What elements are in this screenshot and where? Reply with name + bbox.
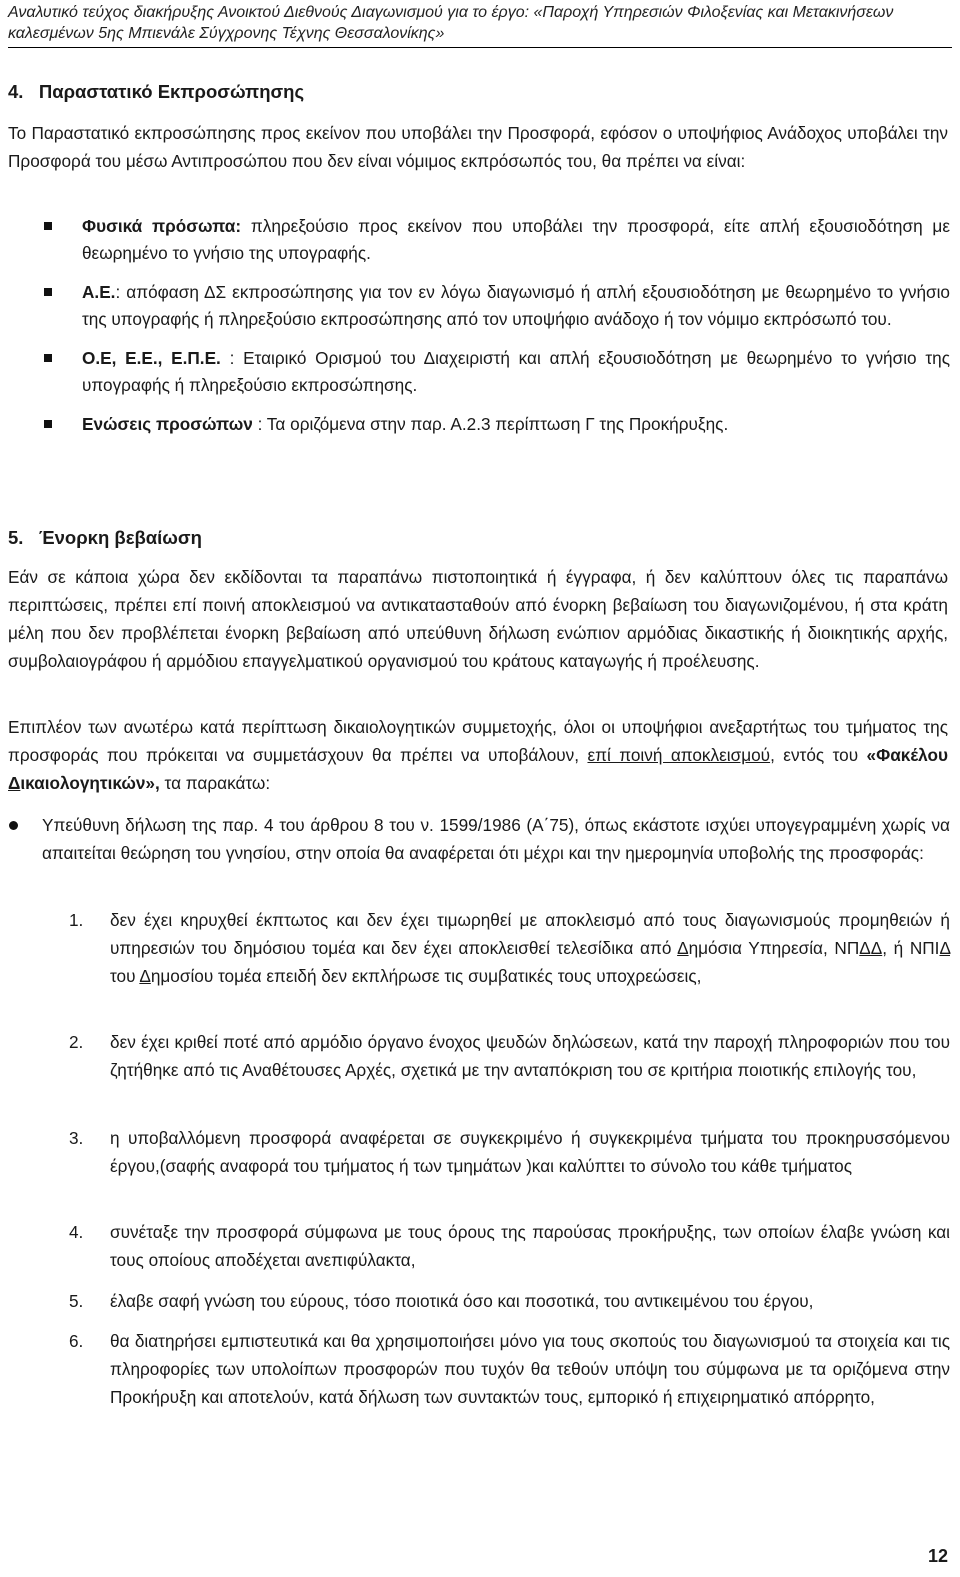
bold-text: ικαιολογητικών», xyxy=(20,773,160,793)
item-text: συνέταξε την προσφορά σύμφωνα με τους όρους της παρούσας προκήρυξης, των οποίων έλαβε γνώση και τους οποίους αποδέχεται ανεπιφύλακτα, xyxy=(110,1222,950,1270)
numbered-item xyxy=(0,906,960,990)
square-bullet-icon xyxy=(44,420,52,428)
item-text xyxy=(110,906,950,990)
underlined-text: ΔΔ xyxy=(859,938,883,958)
list-item-text: : Εταιρικό Ορισμού του Διαχειριστή και απλή εξουσιοδότηση με θεωρημένο το γνήσιο της υπογραφής ή πληρεξούσιο εκπροσώπησης. xyxy=(82,348,950,395)
document-header xyxy=(8,2,952,48)
numbered-item xyxy=(0,1028,960,1084)
section-4-bullet-list xyxy=(0,213,960,438)
bold-underlined-text: Δ xyxy=(8,773,21,793)
text-run: του xyxy=(110,966,140,986)
numbered-item xyxy=(0,1218,960,1274)
section-4-title xyxy=(8,80,304,104)
declaration-bullet xyxy=(0,811,960,867)
item-text: έλαβε σαφή γνώση του εύρους, τόσο ποιοτικά όσο και ποσοτικά, του αντικειμένου του έργου, xyxy=(110,1291,814,1311)
page-number: 12 xyxy=(927,1546,948,1566)
section-5-number: 5. xyxy=(8,527,24,548)
text-run: δεν έχει κηρυχθεί έκπτωτος και δεν έχει τιμωρηθεί με αποκλεισμό από τους διαγωνισμούς προμηθειών ή υπηρεσιών του δημόσιου τομέα και δεν έχει αποκλεισθεί τελεσίδικα από xyxy=(110,910,950,958)
list-item-text: πληρεξούσιο προς εκείνον που υποβάλει την προσφορά, είτε απλή εξουσιοδότηση με θεωρημένο το γνήσιο της υπογραφής. xyxy=(82,216,950,263)
paragraph-text: Επιπλέον των ανωτέρω κατά περίπτωση δικαιολογητικών συμμετοχής, όλοι οι υποψήφιοι ανεξαρτήτως του τμήματος της προσφοράς που πρόκειται να συμμετάσχουν θα πρέπει να υποβάλουν, xyxy=(8,717,948,765)
section-4-heading: Παραστατικό Εκπροσώπησης xyxy=(38,81,305,102)
item-number: 4. xyxy=(69,1222,84,1242)
list-item xyxy=(0,411,950,438)
square-bullet-icon xyxy=(44,354,52,362)
section-5-paragraph-1: Εάν σε κάποια χώρα δεν εκδίδονται τα παραπάνω πιστοποιητικά ή έγγραφα, ή δεν καλύπτουν όλες τις παραπάνω περιπτώσεις, πρέπει επί ποινή αποκλεισμού να αντικατασταθούν από ένορκη βεβαίωση του διαγωνιζομένου, ή στα κράτη μέλη που δεν προβλέπεται ένορκη βεβαίωση από υπεύθυνη δήλωση ενώπιον αρμόδιας δικαστικής ή διοικητικής αρχής, συμβολαιογράφου ή αρμόδιου επαγγελματικού οργανισμού του κράτους καταγωγής ή προέλευσης. xyxy=(8,567,948,671)
list-item-label: Ο.Ε, Ε.Ε., Ε.Π.Ε. xyxy=(82,348,221,368)
underlined-text: Δ xyxy=(139,966,151,986)
list-item-label: Φυσικά πρόσωπα: xyxy=(82,216,242,236)
round-bullet-icon xyxy=(9,821,18,830)
item-number: 3. xyxy=(69,1128,84,1148)
numbered-item xyxy=(0,1124,960,1180)
item-text: δεν έχει κριθεί ποτέ από αρμόδιο όργανο ένοχος ψευδών δηλώσεων, κατά την παροχή πληροφοριών που του ζητήθηκε από τις Αναθέτουσες Αρχές, σχετικά με την ανταπόκριση του σε κριτήρια ποιοτικής επιλογής του, xyxy=(110,1032,950,1080)
list-item xyxy=(0,213,950,267)
bold-text: «Φακέλου xyxy=(866,745,948,765)
section-4-number: 4. xyxy=(8,81,24,102)
text-run: , ή ΝΠΙ xyxy=(882,938,940,958)
section-5-heading: Ένορκη βεβαίωση xyxy=(38,527,202,548)
text-run: ημόσια Υπηρεσία, ΝΠ xyxy=(688,938,860,958)
declaration-text: Υπεύθυνη δήλωση της παρ. 4 του άρθρου 8 του ν. 1599/1986 (Α΄75), όπως εκάστοτε ισχύει υπογεγραμμένη χωρίς να απαιτείται θεώρηση του γνησίου, στην οποία θα αναφέρεται ότι μέχρι και την ημερομηνία υποβολής της προσφοράς: xyxy=(42,815,950,863)
list-item-text: : απόφαση ΔΣ εκπροσώπησης για τον εν λόγω διαγωνισμό ή απλή εξουσιοδότηση με θεωρημένο το γνήσιο της υπογραφής ή πληρεξούσιο εκπροσώπησης από τον υποψήφιο ανάδοχο ή τον νόμιμο εκπρόσωπό του. xyxy=(82,282,950,329)
list-item xyxy=(0,345,950,399)
section-4-intro: Το Παραστατικό εκπροσώπησης προς εκείνον που υποβάλει την Προσφορά, εφόσον ο υποψήφιος Ανάδοχος υποβάλει την Προσφορά του μέσω Αντιπροσώπου που δεν είναι νόμιμος εκπρόσωπός του, θα πρέπει να είναι: xyxy=(8,123,948,171)
list-item xyxy=(0,279,950,333)
numbered-item xyxy=(0,1327,960,1411)
header-line-1: Αναλυτικό τεύχος διακήρυξης Ανοικτού Διεθνούς Διαγωνισμού για το έργο: «Παροχή Υπηρεσιών Φιλοξενίας και Μετακινήσεων xyxy=(8,4,894,21)
text-run: ημοσίου τομέα επειδή δεν εκπλήρωσε τις συμβατικές τους υποχρεώσεις, xyxy=(150,966,702,986)
item-number: 6. xyxy=(69,1331,84,1351)
list-item-label: Α.Ε. xyxy=(82,282,116,302)
item-text: θα διατηρήσει εμπιστευτικά και θα χρησιμοποιήσει μόνο για τους σκοπούς του διαγωνισμού τα στοιχεία και τις πληροφορίες των υπολοίπων προσφορών που τυχόν θα τεθούν υπόψη του σύμφωνα με τα οριζόμενα στην Προκήρυξη και αποτελούν, κατά δήλωση των συντακτών τους, εμπορικό ή επιχειρηματικό απόρρητο, xyxy=(110,1331,950,1407)
item-number: 5. xyxy=(69,1291,84,1311)
section-5-paragraph-2 xyxy=(8,713,948,797)
square-bullet-icon xyxy=(44,222,52,230)
underlined-text: επί ποινή αποκλεισμού xyxy=(587,745,771,765)
header-line-2: καλεσμένων 5ης Μπιενάλε Σύγχρονης Τέχνης Θεσσαλονίκης» xyxy=(8,25,445,42)
list-item-text: : Τα οριζόμενα στην παρ. Α.2.3 περίπτωση Γ της Προκήρυξης. xyxy=(252,414,729,434)
list-item-label: Ενώσεις προσώπων xyxy=(82,414,253,434)
section-5-title xyxy=(8,526,202,550)
underlined-text: Δ xyxy=(677,938,689,958)
numbered-item xyxy=(0,1287,960,1315)
item-text: η υποβαλλόμενη προσφορά αναφέρεται σε συγκεκριμένο ή συγκεκριμένα τμήματα του προκηρυσσόμενου έργου,(σαφής αναφορά του τμήματος ή των τμημάτων )και καλύπτει το σύνολο του κάθε τμήματος xyxy=(110,1128,950,1176)
paragraph-text: , εντός του xyxy=(770,745,867,765)
item-number: 1. xyxy=(69,910,84,930)
item-number: 2. xyxy=(69,1032,84,1052)
paragraph-text: τα παρακάτω: xyxy=(159,773,271,793)
underlined-text: Δ xyxy=(939,938,950,958)
square-bullet-icon xyxy=(44,288,52,296)
